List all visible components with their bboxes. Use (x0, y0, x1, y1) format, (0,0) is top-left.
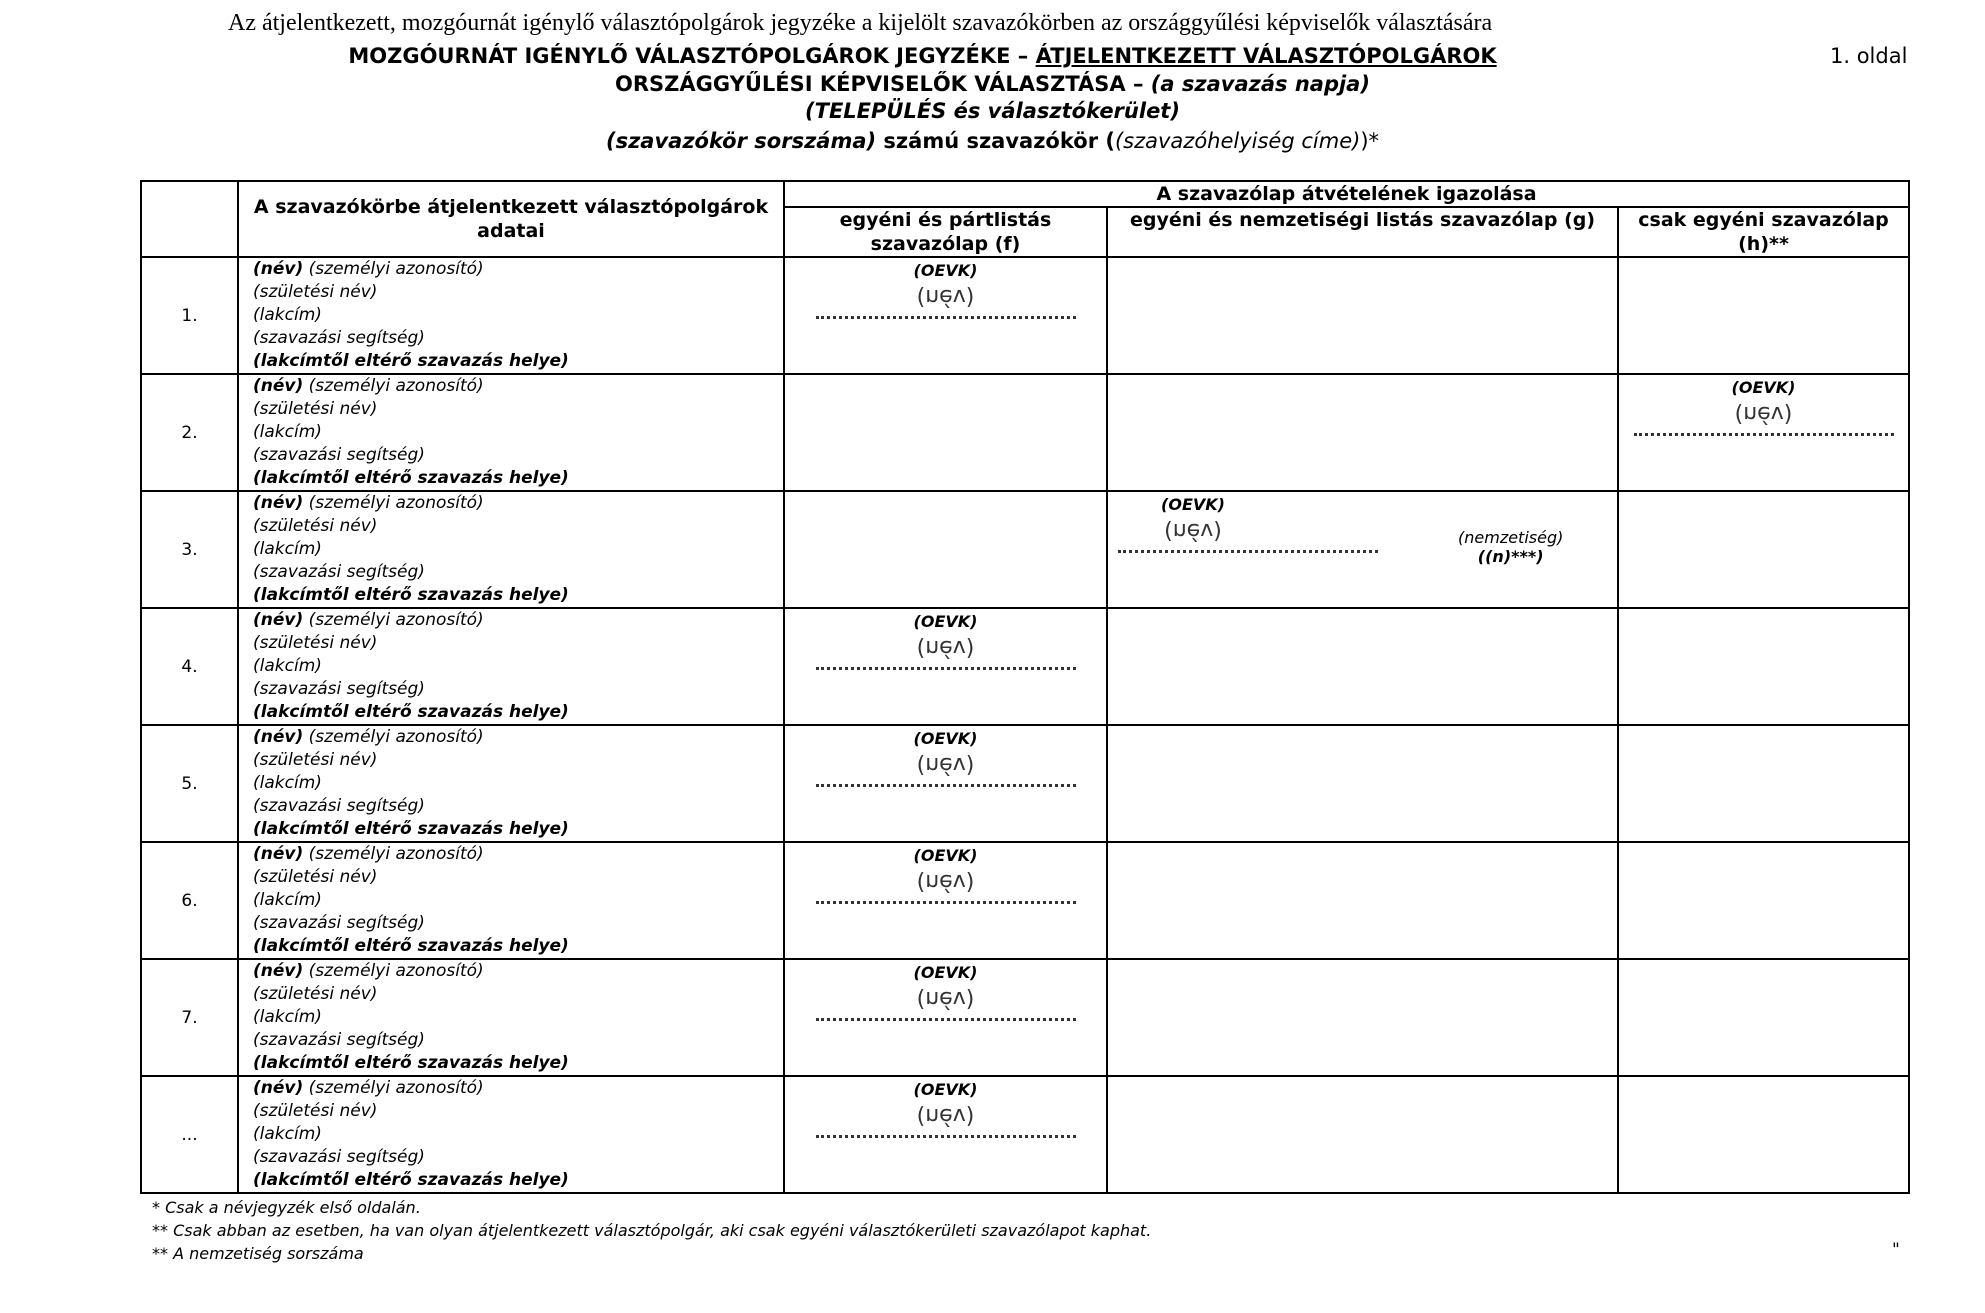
table-row (141, 491, 1909, 608)
person-name-line (253, 1077, 783, 1100)
name-field: (név) (253, 493, 304, 513)
person-data-cell (238, 374, 784, 491)
personal-id-field: (személyi azonosító) (303, 259, 484, 279)
cell-h[interactable] (1618, 491, 1909, 608)
cell-h[interactable] (1618, 842, 1909, 959)
cell-h[interactable] (1618, 257, 1909, 374)
person-data-cell (238, 257, 784, 374)
oevk-label: (OEVK) (913, 612, 978, 631)
signature-line (816, 1135, 1076, 1138)
row-number: 4. (141, 608, 238, 725)
table-row (141, 725, 1909, 842)
person-data-cell (238, 725, 784, 842)
signature-line (1634, 433, 1894, 436)
row-number: 2. (141, 374, 238, 491)
person-name-line (253, 258, 783, 281)
birth-name-field: (születési név) (253, 399, 378, 419)
footnote-3: ** A nemzetiség sorszáma (152, 1244, 364, 1263)
address-field: (lakcím) (253, 305, 322, 325)
cell-f[interactable] (784, 608, 1107, 725)
register-title-part1: MOZGÓURNÁT IGÉNYLŐ VÁLASZTÓPOLGÁROK JEGYZÉKE – (348, 44, 1036, 68)
personal-id-field: (személyi azonosító) (303, 376, 484, 396)
address-field: (lakcím) (253, 422, 322, 442)
voting-assistance-field: (szavazási segítség) (253, 1147, 425, 1167)
header-col-g: egyéni és nemzetiségi listás szavazólap (g) (1107, 207, 1618, 257)
person-name-line (253, 960, 783, 983)
name-field: (név) (253, 610, 304, 630)
nationality-number: (n) (1485, 547, 1512, 566)
row-number: ... (141, 1076, 238, 1193)
voting-place-field: (lakcímtől eltérő szavazás helye) (253, 702, 569, 722)
oevk-label: (OEVK) (913, 261, 978, 280)
row-number: 5. (141, 725, 238, 842)
signature-name-stamp: (név) (1164, 518, 1222, 543)
signature-name-stamp: (név) (916, 986, 975, 1011)
voting-place-field: (lakcímtől eltérő szavazás helye) (253, 351, 569, 371)
page-number: 1. oldal (1830, 44, 1908, 68)
personal-id-field: (személyi azonosító) (303, 727, 484, 747)
settlement-line: (TELEPÜLÉS és választókerület) (805, 99, 1180, 123)
nationality-block (1458, 528, 1563, 566)
person-name-line (253, 843, 783, 866)
personal-id-field: (személyi azonosító) (303, 961, 484, 981)
signature-line (1118, 550, 1378, 553)
cell-f[interactable] (784, 842, 1107, 959)
personal-id-field: (személyi azonosító) (303, 493, 484, 513)
cell-g[interactable] (1107, 257, 1618, 374)
signature-name-stamp: (név) (916, 1103, 975, 1128)
address-field: (lakcím) (253, 1124, 322, 1144)
address-field: (lakcím) (253, 539, 322, 559)
header-col-f: egyéni és pártlistás szavazólap (f) (784, 207, 1107, 257)
cell-f[interactable] (784, 725, 1107, 842)
table-row (141, 959, 1909, 1076)
signature-name-stamp: (név) (916, 635, 975, 660)
personal-id-field: (személyi azonosító) (303, 844, 484, 864)
name-field: (név) (253, 727, 304, 747)
name-field: (név) (253, 844, 304, 864)
voting-place-field: (lakcímtől eltérő szavazás helye) (253, 585, 569, 605)
cell-h[interactable] (1618, 374, 1909, 491)
oevk-label: (OEVK) (913, 963, 978, 982)
address-field: (lakcím) (253, 773, 322, 793)
election-title (0, 72, 1985, 96)
election-date-placeholder: (a szavazás napja) (1150, 72, 1370, 96)
signature-name-stamp: (név) (916, 284, 975, 309)
person-name-line (253, 726, 783, 749)
personal-id-field: (személyi azonosító) (303, 1078, 484, 1098)
footnotes (152, 1196, 1151, 1265)
signature-name-stamp: (név) (916, 869, 975, 894)
birth-name-field: (születési név) (253, 516, 378, 536)
cell-f[interactable] (784, 1076, 1107, 1193)
person-data-cell (238, 491, 784, 608)
cell-h[interactable] (1618, 1076, 1909, 1193)
voting-place-field: (lakcímtől eltérő szavazás helye) (253, 819, 569, 839)
signature-line (816, 784, 1076, 787)
address-field: (lakcím) (253, 1007, 322, 1027)
cell-f[interactable] (784, 959, 1107, 1076)
name-field: (név) (253, 376, 304, 396)
voting-assistance-field: (szavazási segítség) (253, 913, 425, 933)
name-field: (név) (253, 1078, 304, 1098)
voting-place-field: (lakcímtől eltérő szavazás helye) (253, 1170, 569, 1190)
signature-name-stamp: (név) (916, 752, 975, 777)
header-blank-cell (141, 181, 238, 257)
signature-line (816, 316, 1076, 319)
person-data-cell (238, 608, 784, 725)
polling-station-address: (szavazóhelyiség címe) (1114, 129, 1361, 153)
table-row (141, 374, 1909, 491)
birth-name-field: (születési név) (253, 633, 378, 653)
cell-g[interactable] (1107, 374, 1618, 491)
name-field: (név) (253, 961, 304, 981)
birth-name-field: (születési név) (253, 750, 378, 770)
voting-assistance-field: (szavazási segítség) (253, 1030, 425, 1050)
oevk-label: (OEVK) (913, 729, 978, 748)
oevk-label: (OEVK) (913, 1080, 978, 1099)
row-number: 1. (141, 257, 238, 374)
cell-g[interactable] (1107, 491, 1618, 608)
polling-station-line (0, 129, 1985, 153)
signature-line (816, 901, 1076, 904)
signature-block[interactable] (816, 1077, 1076, 1167)
cell-g[interactable] (1107, 1076, 1618, 1193)
signature-block[interactable] (816, 726, 1076, 816)
signature-block[interactable] (816, 843, 1076, 933)
table-row (141, 608, 1909, 725)
voting-place-field: (lakcímtől eltérő szavazás helye) (253, 936, 569, 956)
cell-h[interactable] (1618, 959, 1909, 1076)
nationality-paren: ( (1477, 547, 1486, 566)
cell-g[interactable] (1107, 959, 1618, 1076)
signature-name-stamp: (név) (1734, 401, 1793, 426)
voting-assistance-field: (szavazási segítség) (253, 328, 425, 348)
polling-station-number: (szavazókör sorszáma) (605, 129, 877, 153)
header-receipt: A szavazólap átvételének igazolása (784, 181, 1909, 207)
header-col-h: csak egyéni szavazólap (h)** (1618, 207, 1909, 257)
birth-name-field: (születési név) (253, 1101, 378, 1121)
signature-block[interactable] (816, 960, 1076, 1050)
birth-name-field: (születési név) (253, 282, 378, 302)
voting-place-field: (lakcímtől eltérő szavazás helye) (253, 1053, 569, 1073)
header-voter-data: A szavazókörbe átjelentkezett választópolgárok adatai (238, 181, 784, 257)
row-number: 7. (141, 959, 238, 1076)
register-title-part2: ÁTJELENTKEZETT VÁLASZTÓPOLGÁROK (1035, 44, 1497, 68)
row-number: 3. (141, 491, 238, 608)
person-data-cell (238, 842, 784, 959)
oevk-label: (OEVK) (1161, 495, 1225, 514)
table-row (141, 1076, 1909, 1193)
address-field: (lakcím) (253, 656, 322, 676)
signature-line (816, 667, 1076, 670)
oevk-label: (OEVK) (913, 846, 978, 865)
person-name-line (253, 375, 783, 398)
name-field: (név) (253, 259, 304, 279)
voting-assistance-field: (szavazási segítség) (253, 445, 425, 465)
signature-line (816, 1018, 1076, 1021)
voting-assistance-field: (szavazási segítség) (253, 679, 425, 699)
cell-h[interactable] (1618, 608, 1909, 725)
signature-block[interactable] (816, 258, 1076, 348)
cell-g[interactable] (1107, 842, 1618, 959)
signature-block[interactable] (816, 609, 1076, 699)
person-data-cell (238, 1076, 784, 1193)
cell-g[interactable] (1107, 608, 1618, 725)
register-title (0, 44, 1915, 68)
document-top-title: Az átjelentkezett, mozgóurnát igénylő választópolgárok jegyzéke a kijelölt szavazókörben az országgyűlési képviselők választására (228, 10, 1493, 36)
address-field: (lakcím) (253, 890, 322, 910)
footnote-1: * Csak a névjegyzék első oldalán. (152, 1198, 421, 1217)
cell-f[interactable] (784, 491, 1107, 608)
footnote-2: ** Csak abban az esetben, ha van olyan átjelentkezett választópolgár, aki csak egyéni választókerületi szavazólapot kaphat. (152, 1221, 1152, 1240)
polling-station-text: számú szavazókör ( (876, 129, 1115, 153)
person-name-line (253, 492, 783, 515)
birth-name-field: (születési név) (253, 867, 378, 887)
oevk-label: (OEVK) (1731, 378, 1796, 397)
table-row (141, 257, 1909, 374)
person-data-cell (238, 959, 784, 1076)
cell-f[interactable] (784, 257, 1107, 374)
voting-assistance-field: (szavazási segítség) (253, 562, 425, 582)
row-number: 6. (141, 842, 238, 959)
closing-quote: " (1892, 1240, 1900, 1260)
nationality-label: (nemzetiség) (1458, 528, 1564, 547)
polling-station-suffix: )* (1360, 129, 1380, 153)
voter-register-table (140, 180, 1910, 1194)
table-row (141, 842, 1909, 959)
birth-name-field: (születési név) (253, 984, 378, 1004)
cell-g[interactable] (1107, 725, 1618, 842)
nationality-suffix: ***) (1511, 547, 1544, 566)
cell-f[interactable] (784, 374, 1107, 491)
signature-block[interactable] (1634, 375, 1894, 465)
cell-h[interactable] (1618, 725, 1909, 842)
personal-id-field: (személyi azonosító) (303, 610, 484, 630)
voting-assistance-field: (szavazási segítség) (253, 796, 425, 816)
voting-place-field: (lakcímtől eltérő szavazás helye) (253, 468, 569, 488)
person-name-line (253, 609, 783, 632)
election-title-part1: ORSZÁGGYŰLÉSI KÉPVISELŐK VÁLASZTÁSA – (615, 72, 1151, 96)
